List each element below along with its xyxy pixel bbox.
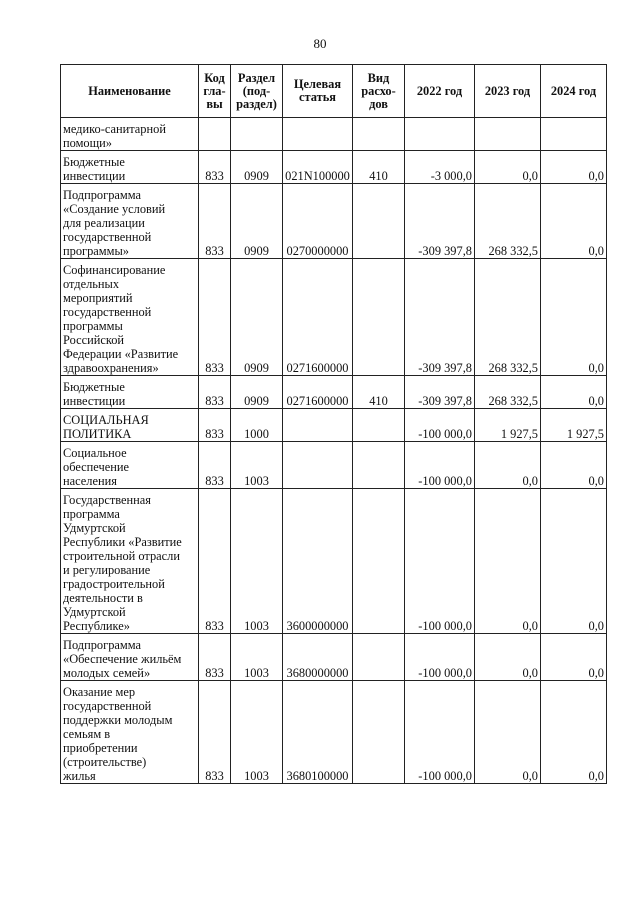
cell-type	[353, 489, 405, 634]
table-row	[61, 184, 607, 259]
cell-target: 3600000000	[283, 489, 353, 634]
cell-code: 833	[199, 681, 231, 784]
cell-name: СОЦИАЛЬНАЯ ПОЛИТИКА	[61, 409, 199, 442]
cell-code: 833	[199, 634, 231, 681]
cell-name: Социальное обеспечение населения	[61, 442, 199, 489]
cell-name: Государственная программа Удмуртской Республики «Развитие строительной отрасли и регулирование градостроительной деятельности в Удмуртской Республике»	[61, 489, 199, 634]
header-section: Раздел (под- раздел)	[231, 65, 283, 118]
table-row	[61, 151, 607, 184]
cell-name: Подпрограмма «Создание условий для реализации государственной программы»	[61, 184, 199, 259]
cell-code: 833	[199, 184, 231, 259]
header-2023: 2023 год	[475, 65, 541, 118]
cell-name: Оказание мер государственной поддержки молодым семьям в приобретении (строительстве) жилья	[61, 681, 199, 784]
cell-type	[353, 681, 405, 784]
header-type: Вид расхо- дов	[353, 65, 405, 118]
table-row	[61, 376, 607, 409]
table-row	[61, 118, 607, 151]
cell-2023: 0,0	[475, 634, 541, 681]
cell-target: 0270000000	[283, 184, 353, 259]
cell-2024: 0,0	[541, 634, 607, 681]
table-header-row	[61, 65, 607, 118]
cell-code: 833	[199, 489, 231, 634]
cell-section: 1003	[231, 681, 283, 784]
cell-code: 833	[199, 376, 231, 409]
cell-2023: 0,0	[475, 442, 541, 489]
cell-2023: 0,0	[475, 489, 541, 634]
cell-target	[283, 409, 353, 442]
cell-2023: 0,0	[475, 151, 541, 184]
cell-section: 0909	[231, 376, 283, 409]
table-row	[61, 634, 607, 681]
cell-2024: 0,0	[541, 151, 607, 184]
cell-type	[353, 184, 405, 259]
cell-type	[353, 118, 405, 151]
cell-section: 1003	[231, 489, 283, 634]
cell-2022: -100 000,0	[405, 442, 475, 489]
cell-target: 0271600000	[283, 259, 353, 376]
cell-name: Бюджетные инвестиции	[61, 151, 199, 184]
cell-target: 3680000000	[283, 634, 353, 681]
table-row	[61, 442, 607, 489]
budget-table	[60, 64, 607, 784]
cell-target: 021N100000	[283, 151, 353, 184]
table-row	[61, 409, 607, 442]
cell-2023: 268 332,5	[475, 376, 541, 409]
cell-2022: -100 000,0	[405, 489, 475, 634]
cell-name: медико-санитарной помощи»	[61, 118, 199, 151]
cell-2022: -100 000,0	[405, 409, 475, 442]
cell-target	[283, 442, 353, 489]
cell-type	[353, 259, 405, 376]
cell-2024: 0,0	[541, 681, 607, 784]
cell-2024	[541, 118, 607, 151]
cell-2024: 0,0	[541, 442, 607, 489]
cell-2024: 0,0	[541, 376, 607, 409]
cell-2022: -309 397,8	[405, 184, 475, 259]
cell-2022: -3 000,0	[405, 151, 475, 184]
cell-2024: 0,0	[541, 489, 607, 634]
cell-section	[231, 118, 283, 151]
table-body	[61, 118, 607, 784]
cell-target: 0271600000	[283, 376, 353, 409]
cell-section: 0909	[231, 151, 283, 184]
header-2024: 2024 год	[541, 65, 607, 118]
cell-section: 1003	[231, 634, 283, 681]
table-row	[61, 259, 607, 376]
cell-section: 0909	[231, 259, 283, 376]
cell-2024: 0,0	[541, 184, 607, 259]
cell-code	[199, 118, 231, 151]
cell-type	[353, 409, 405, 442]
header-name: Наименование	[61, 65, 199, 118]
cell-type	[353, 442, 405, 489]
table-row	[61, 489, 607, 634]
cell-code: 833	[199, 151, 231, 184]
cell-2023: 1 927,5	[475, 409, 541, 442]
cell-name: Бюджетные инвестиции	[61, 376, 199, 409]
cell-target: 3680100000	[283, 681, 353, 784]
cell-type: 410	[353, 376, 405, 409]
page-number: 80	[313, 36, 327, 51]
header-code: Код гла- вы	[199, 65, 231, 118]
cell-2024: 1 927,5	[541, 409, 607, 442]
cell-2023: 0,0	[475, 681, 541, 784]
cell-section: 1003	[231, 442, 283, 489]
cell-target	[283, 118, 353, 151]
cell-section: 0909	[231, 184, 283, 259]
cell-name: Софинансирование отдельных мероприятий государственной программы Российской Федерации «Развитие здравоохранения»	[61, 259, 199, 376]
cell-code: 833	[199, 259, 231, 376]
header-target: Целевая статья	[283, 65, 353, 118]
table-row	[61, 681, 607, 784]
cell-2022: -100 000,0	[405, 681, 475, 784]
cell-2023	[475, 118, 541, 151]
cell-2022: -309 397,8	[405, 376, 475, 409]
cell-section: 1000	[231, 409, 283, 442]
cell-2022: -100 000,0	[405, 634, 475, 681]
header-2022: 2022 год	[405, 65, 475, 118]
cell-code: 833	[199, 442, 231, 489]
cell-2024: 0,0	[541, 259, 607, 376]
cell-2023: 268 332,5	[475, 259, 541, 376]
cell-name: Подпрограмма «Обеспечение жильём молодых семей»	[61, 634, 199, 681]
cell-code: 833	[199, 409, 231, 442]
cell-2022: -309 397,8	[405, 259, 475, 376]
cell-type: 410	[353, 151, 405, 184]
cell-2022	[405, 118, 475, 151]
cell-2023: 268 332,5	[475, 184, 541, 259]
cell-type	[353, 634, 405, 681]
